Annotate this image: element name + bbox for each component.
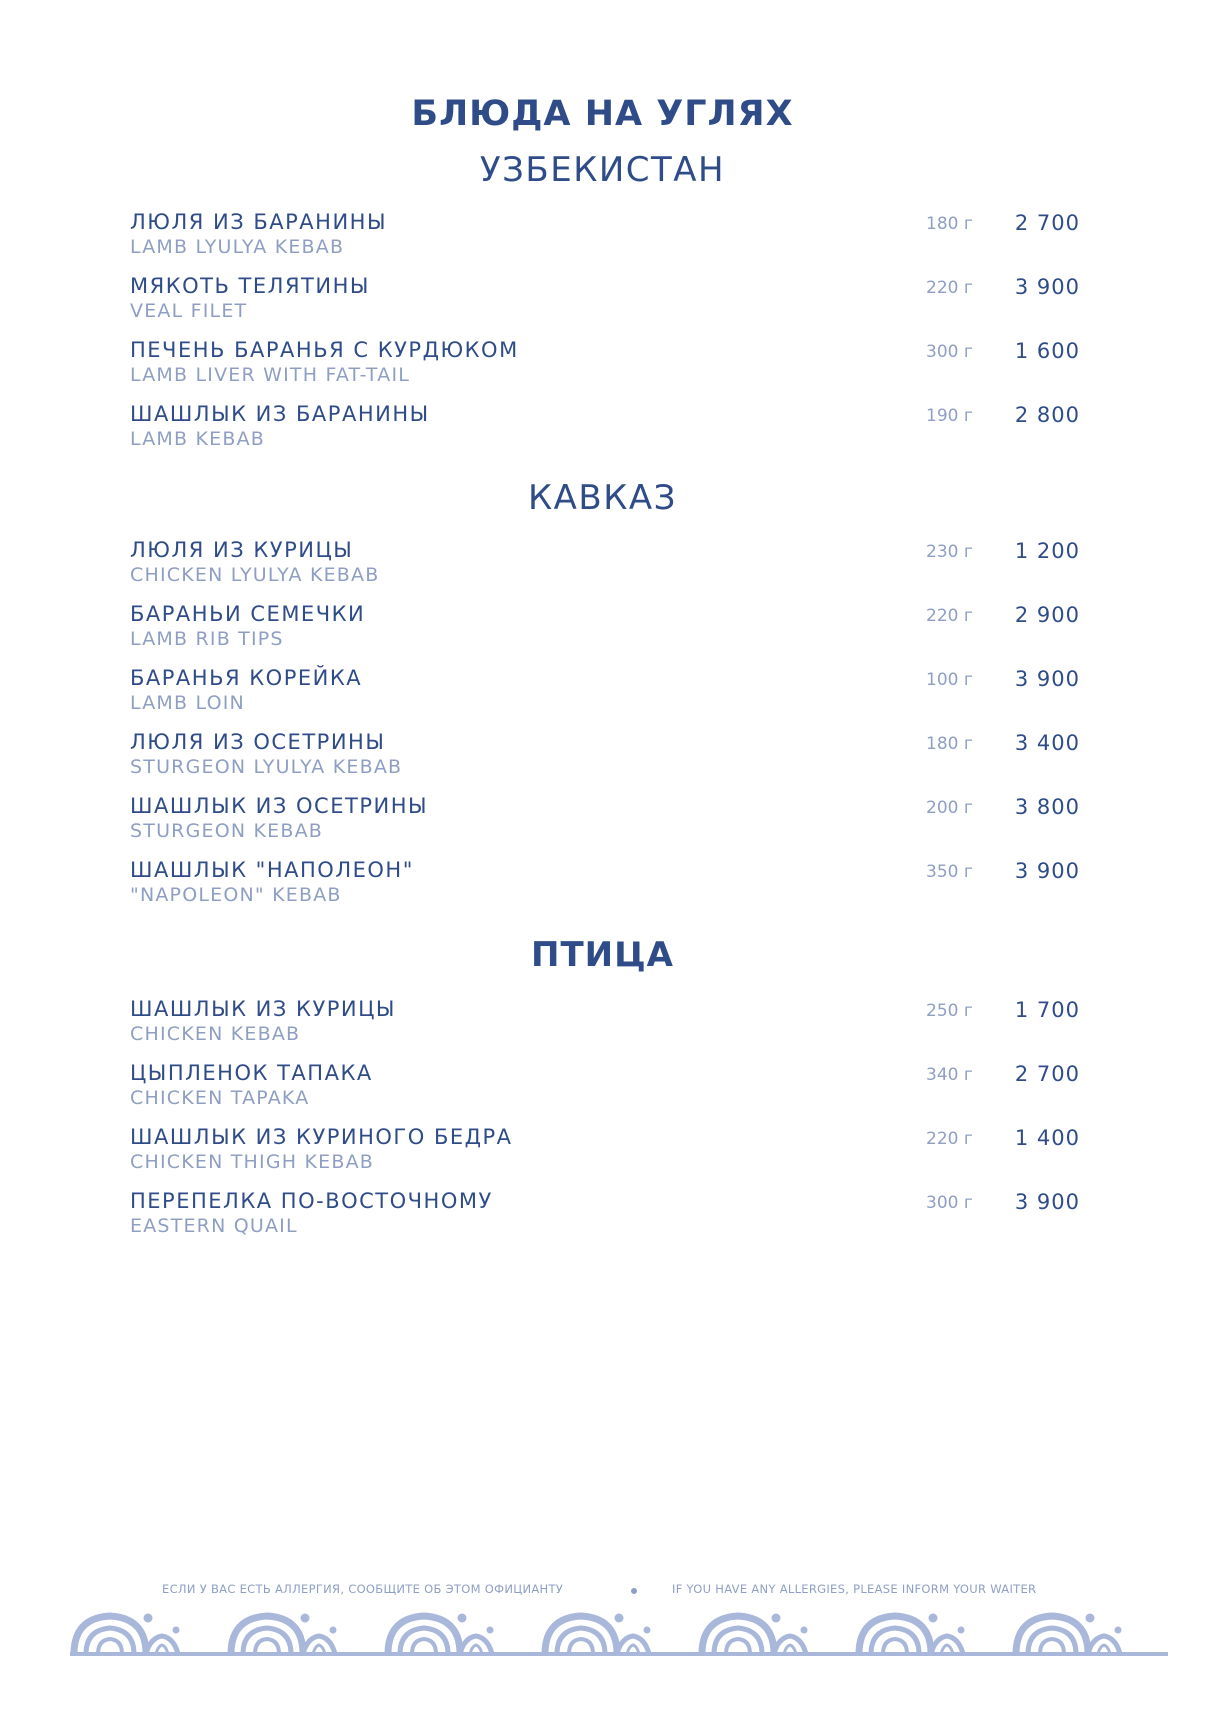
- page-title: БЛЮДА НА УГЛЯХ: [411, 94, 794, 134]
- menu-item: [130, 274, 1080, 338]
- item-name-en: VEAL FILET: [130, 300, 248, 322]
- item-weight: 340 г: [926, 1065, 973, 1085]
- item-name-ru: ШАШЛЫК "НАПОЛЕОН": [130, 858, 414, 882]
- item-weight: 220 г: [926, 1129, 973, 1149]
- item-weight: 300 г: [926, 342, 973, 362]
- item-name-ru: ЛЮЛЯ ИЗ ОСЕТРИНЫ: [130, 730, 386, 754]
- item-weight: 220 г: [926, 606, 973, 626]
- allergy-note-ru: ЕСЛИ У ВАС ЕСТЬ АЛЛЕРГИЯ, СООБЩИТЕ ОБ ЭТОМ ОФИЦИАНТУ: [162, 1582, 564, 1596]
- item-name-en: CHICKEN LYULYA KEBAB: [130, 564, 380, 586]
- menu-item: [130, 666, 1080, 730]
- item-weight: 230 г: [926, 542, 973, 562]
- item-name-ru: ШАШЛЫК ИЗ ОСЕТРИНЫ: [130, 794, 429, 818]
- item-name-ru: ШАШЛЫК ИЗ КУРИЦЫ: [130, 997, 396, 1021]
- menu-list-poultry: [130, 997, 1080, 1253]
- item-name-en: EASTERN QUAIL: [130, 1215, 298, 1237]
- item-name-ru: ШАШЛЫК ИЗ БАРАНИНЫ: [130, 402, 430, 426]
- menu-item: [130, 538, 1080, 602]
- menu-list-uzbekistan: [130, 210, 1080, 466]
- menu-item: [130, 210, 1080, 274]
- allergy-note-en: IF YOU HAVE ANY ALLERGIES, PLEASE INFORM YOUR WAITER: [672, 1582, 1037, 1596]
- item-price: 3 400: [1014, 731, 1080, 755]
- item-name-ru: ЛЮЛЯ ИЗ КУРИЦЫ: [130, 538, 354, 562]
- item-name-en: LAMB RIB TIPS: [130, 628, 284, 650]
- item-price: 3 900: [1014, 667, 1080, 691]
- item-price: 3 900: [1014, 859, 1080, 883]
- item-price: 1 400: [1014, 1126, 1080, 1150]
- item-name-ru: МЯКОТЬ ТЕЛЯТИНЫ: [130, 274, 370, 298]
- item-name-ru: ЦЫПЛЕНОК ТАПАКА: [130, 1061, 373, 1085]
- item-weight: 350 г: [926, 862, 973, 882]
- item-name-en: LAMB LIVER WITH FAT-TAIL: [130, 364, 411, 386]
- item-price: 1 600: [1014, 339, 1080, 363]
- item-weight: 300 г: [926, 1193, 973, 1213]
- item-name-en: LAMB LOIN: [130, 692, 245, 714]
- menu-item: [130, 1061, 1080, 1125]
- menu-item: [130, 794, 1080, 858]
- item-weight: 100 г: [926, 670, 973, 690]
- separator-dot-icon: [631, 1588, 637, 1594]
- menu-item: [130, 1125, 1080, 1189]
- item-name-en: STURGEON LYULYA KEBAB: [130, 756, 403, 778]
- item-price: 3 900: [1014, 1190, 1080, 1214]
- item-name-en: "NAPOLEON" KEBAB: [130, 884, 342, 906]
- item-price: 3 900: [1014, 275, 1080, 299]
- item-weight: 190 г: [926, 406, 973, 426]
- item-name-en: CHICKEN TAPAKA: [130, 1087, 310, 1109]
- item-price: 2 700: [1014, 1062, 1080, 1086]
- section-title-poultry: ПТИЦА: [531, 935, 674, 975]
- item-weight: 220 г: [926, 278, 973, 298]
- item-weight: 250 г: [926, 1001, 973, 1021]
- item-name-en: LAMB KEBAB: [130, 428, 266, 450]
- item-name-ru: БАРАНЬИ СЕМЕЧКИ: [130, 602, 366, 626]
- section-title-caucasus: КАВКАЗ: [528, 478, 677, 518]
- item-name-ru: ПЕРЕПЕЛКА ПО-ВОСТОЧНОМУ: [130, 1189, 493, 1213]
- menu-item: [130, 997, 1080, 1061]
- item-name-ru: ПЕЧЕНЬ БАРАНЬЯ С КУРДЮКОМ: [130, 338, 519, 362]
- menu-item: [130, 338, 1080, 402]
- item-name-ru: ШАШЛЫК ИЗ КУРИНОГО БЕДРА: [130, 1125, 513, 1149]
- item-weight: 180 г: [926, 734, 973, 754]
- item-price: 3 800: [1014, 795, 1080, 819]
- section-title-uzbekistan: УЗБЕКИСТАН: [479, 150, 726, 190]
- menu-item: [130, 1189, 1080, 1253]
- menu-list-caucasus: [130, 538, 1080, 922]
- menu-item: [130, 602, 1080, 666]
- arch-pattern-icon: [70, 1608, 1168, 1656]
- item-name-ru: ЛЮЛЯ ИЗ БАРАНИНЫ: [130, 210, 387, 234]
- item-name-en: CHICKEN KEBAB: [130, 1023, 301, 1045]
- menu-item: [130, 858, 1080, 922]
- menu-item: [130, 730, 1080, 794]
- item-price: 2 700: [1014, 211, 1080, 235]
- item-price: 1 700: [1014, 998, 1080, 1022]
- item-name-en: STURGEON KEBAB: [130, 820, 324, 842]
- item-name-en: LAMB LYULYA KEBAB: [130, 236, 345, 258]
- item-weight: 180 г: [926, 214, 973, 234]
- item-price: 2 800: [1014, 403, 1080, 427]
- item-weight: 200 г: [926, 798, 973, 818]
- item-name-ru: БАРАНЬЯ КОРЕЙКА: [130, 666, 363, 690]
- item-price: 1 200: [1014, 539, 1080, 563]
- menu-item: [130, 402, 1080, 466]
- item-price: 2 900: [1014, 603, 1080, 627]
- item-name-en: CHICKEN THIGH KEBAB: [130, 1151, 375, 1173]
